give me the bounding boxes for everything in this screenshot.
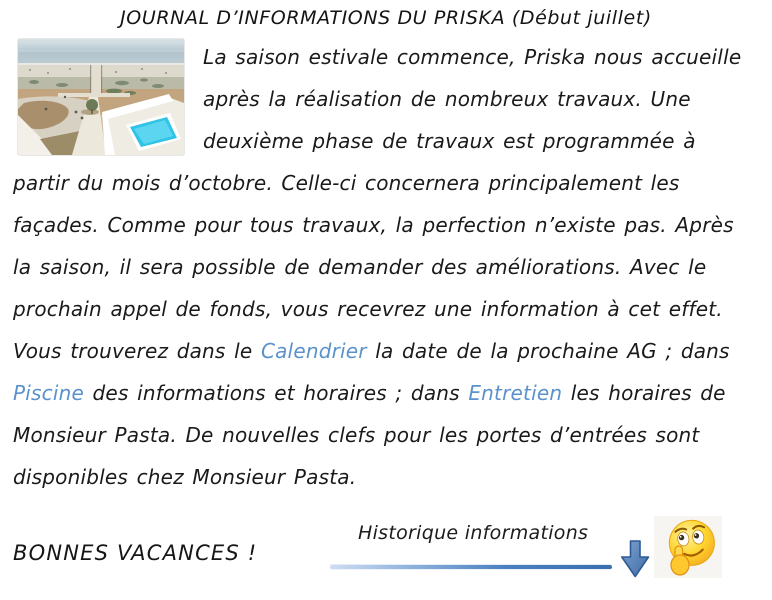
thinking-smiley-icon[interactable]: [654, 516, 722, 578]
entretien-link[interactable]: Entretien: [468, 381, 563, 405]
body-text-1: La saison estivale commence, Priska nous accueille après la réalisation de nombreux travaux. Une deuxième phase de travaux est programmée à partir du mois d’octobre. Celle-ci concernera principalement les façades. Comme pour tous travaux, la perfection n’existe pas. Après la saison, il sera possible de demander des améliorations. Avec le prochain appel de fonds, vous recevrez une information à cet effet. Vous trouverez dans le: [13, 45, 742, 363]
down-arrow-icon: [620, 540, 650, 578]
body-paragraph: [13, 36, 758, 498]
page-title: JOURNAL D’INFORMATIONS DU PRISKA (Début juillet): [120, 7, 652, 29]
bonnes-vacances-text: BONNES VACANCES !: [13, 541, 258, 565]
historique-link[interactable]: Historique informations: [358, 522, 589, 544]
body-text-4: les horaires de Monsieur Pasta. De nouvelles clefs pour les portes d’entrées sont disponibles chez Monsieur Pasta.: [13, 381, 726, 489]
piscine-link[interactable]: Piscine: [13, 381, 84, 405]
aerial-photo-image: [18, 39, 184, 155]
aerial-photo: [18, 39, 184, 155]
calendrier-link[interactable]: Calendrier: [260, 339, 367, 363]
body-text-2: la date de la prochaine AG ; dans: [366, 339, 730, 363]
divider-line: [330, 565, 612, 569]
body-text-3: des informations et horaires ; dans: [83, 381, 469, 405]
